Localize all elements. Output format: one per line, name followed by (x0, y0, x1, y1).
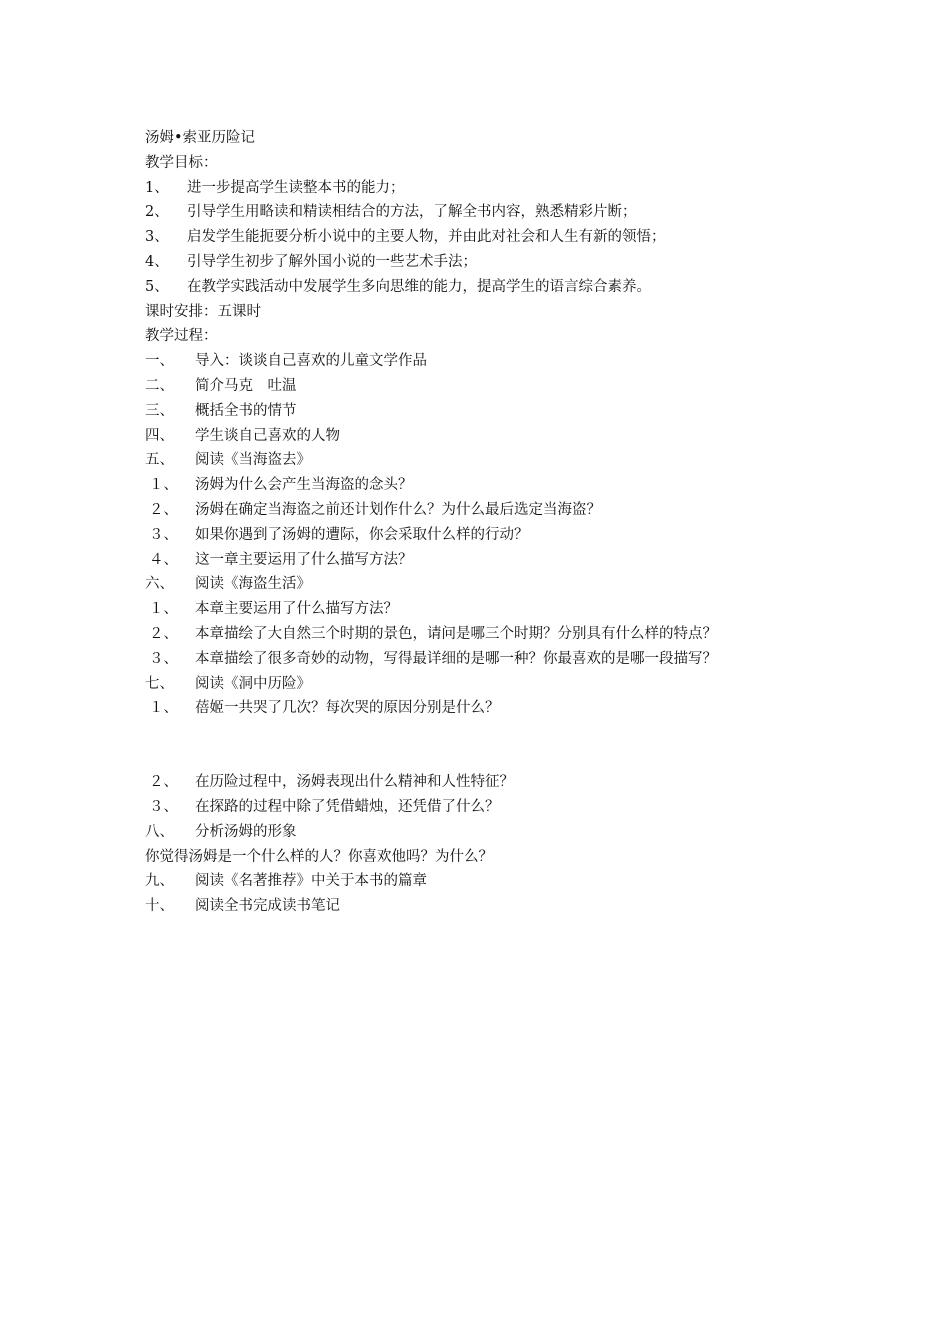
question-item (145, 523, 845, 548)
question-item (145, 498, 845, 523)
step-item (145, 399, 845, 424)
goal-item (145, 250, 845, 275)
goal-text: 引导学生用略读和精读相结合的方法，了解全书内容，熟悉精彩片断； (187, 204, 637, 221)
step-item (145, 894, 845, 919)
question-number: ３、 (149, 650, 178, 667)
goal-text: 进一步提高学生读整本书的能力； (187, 179, 405, 196)
goal-text: 在教学实践活动中发展学生多向思维的能力，提高学生的语言综合素养。 (187, 278, 651, 295)
step-text: 概括全书的情节 (195, 402, 297, 419)
question-item (145, 795, 845, 820)
step-item (145, 869, 845, 894)
step-number: 二、 (145, 377, 174, 394)
question-text: 这一章主要运用了什么描写方法？ (195, 551, 413, 568)
step-item (145, 374, 845, 399)
step-item (145, 820, 845, 845)
step-text: 阅读《洞中历险》 (195, 675, 311, 692)
goal-item (145, 225, 845, 250)
step-number: 七、 (145, 675, 174, 692)
question-number: ２、 (149, 501, 178, 518)
goal-number: 3、 (145, 229, 169, 246)
goal-number: 2、 (145, 204, 169, 221)
question-number: ３、 (149, 526, 178, 543)
schedule-line: 课时安排：五课时 (145, 303, 261, 320)
goal-item (145, 176, 845, 201)
step-text: 阅读《当海盗去》 (195, 452, 311, 469)
question-text: 在历险过程中，汤姆表现出什么精神和人性特征？ (195, 774, 514, 791)
question-text: 汤姆为什么会产生当海盗的念头？ (195, 477, 413, 494)
step-item (145, 672, 845, 697)
question-number: ３、 (149, 798, 178, 815)
goal-number: 1、 (145, 179, 169, 196)
question-number: ２、 (149, 774, 178, 791)
blank-gap (145, 721, 845, 770)
question-number: ２、 (149, 625, 178, 642)
step-item (145, 572, 845, 597)
question-item (145, 770, 845, 795)
step-number: 六、 (145, 576, 174, 593)
question-text: 汤姆在确定当海盗之前还计划作什么？为什么最后选定当海盗？ (195, 501, 601, 518)
step-item (145, 424, 845, 449)
question-item (145, 597, 845, 622)
question-text: 本章描绘了大自然三个时期的景色，请问是哪三个时期？分别具有什么样的特点？ (195, 625, 717, 642)
question-item (145, 696, 845, 721)
goal-item (145, 200, 845, 225)
document-body (145, 126, 845, 919)
step-text: 阅读《名著推荐》中关于本书的篇章 (195, 873, 427, 890)
step-text: 学生谈自己喜欢的人物 (195, 427, 340, 444)
goal-text: 引导学生初步了解外国小说的一些艺术手法； (187, 253, 477, 270)
question-text: 本章主要运用了什么描写方法？ (195, 601, 398, 618)
step-text: 阅读《海盗生活》 (195, 576, 311, 593)
question-number: １、 (149, 601, 178, 618)
step-item (145, 349, 845, 374)
step-number: 十、 (145, 898, 174, 915)
step-number: 五、 (145, 452, 174, 469)
document-title: 汤姆•索亚历险记 (145, 130, 256, 146)
goal-number: 4、 (145, 253, 169, 270)
question-text: 在探路的过程中除了凭借蜡烛，还凭借了什么？ (195, 798, 500, 815)
question-item (145, 548, 845, 573)
question-item (145, 473, 845, 498)
goals-heading: 教学目标： (145, 154, 218, 171)
step-number: 九、 (145, 873, 174, 890)
question-text: 本章描绘了很多奇妙的动物，写得最详细的是哪一种？你最喜欢的是哪一段描写？ (195, 650, 717, 667)
step-number: 八、 (145, 823, 174, 840)
question-plain: 你觉得汤姆是一个什么样的人？你喜欢他吗？为什么？ (145, 848, 493, 865)
step-number: 四、 (145, 427, 174, 444)
question-item (145, 622, 845, 647)
question-number: ４、 (149, 551, 178, 568)
step-number: 三、 (145, 402, 174, 419)
goal-number: 5、 (145, 278, 169, 295)
step-text: 导入：谈谈自己喜欢的儿童文学作品 (195, 353, 427, 370)
goal-text: 启发学生能扼要分析小说中的主要人物，并由此对社会和人生有新的领悟； (187, 229, 666, 246)
question-text: 蓓姬一共哭了几次？每次哭的原因分别是什么？ (195, 700, 500, 717)
process-heading: 教学过程： (145, 328, 218, 345)
question-text: 如果你遇到了汤姆的遭际，你会采取什么样的行动？ (195, 526, 529, 543)
step-item (145, 448, 845, 473)
question-item (145, 647, 845, 672)
step-number: 一、 (145, 353, 174, 370)
step-text: 简介马克 吐温 (195, 377, 297, 394)
question-number: １、 (149, 700, 178, 717)
step-text: 分析汤姆的形象 (195, 823, 297, 840)
goal-item (145, 275, 845, 300)
step-text: 阅读全书完成读书笔记 (195, 898, 340, 915)
question-number: １、 (149, 477, 178, 494)
